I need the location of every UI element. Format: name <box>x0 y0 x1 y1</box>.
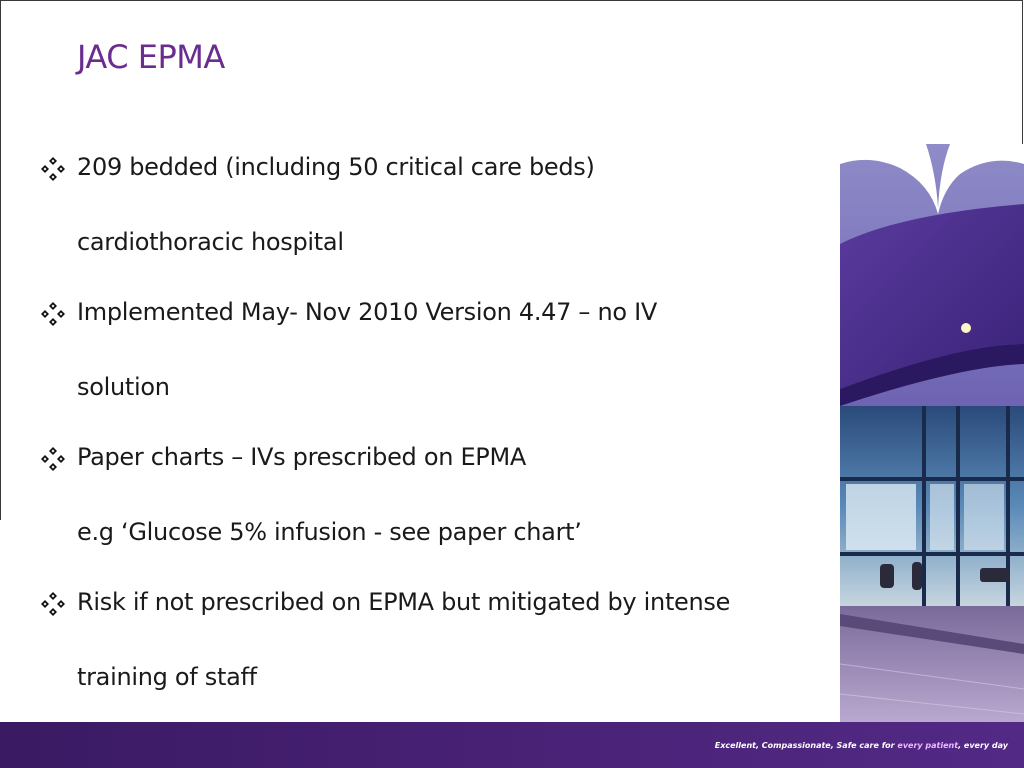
tagline-text: Excellent, Compassionate, Safe care for <box>714 741 898 750</box>
bullet-text: 209 bedded (including 50 critical care beds) <box>77 153 595 181</box>
bullet-item <box>40 585 830 694</box>
bullet-text: Risk if not prescribed on EPMA but mitigated by intense <box>77 588 731 616</box>
footer-tagline <box>715 741 1008 750</box>
footer-bar <box>0 722 1024 768</box>
bullet-text: Paper charts – IVs prescribed on EPMA <box>77 443 527 471</box>
bullet-list <box>40 150 830 730</box>
diamond-quad-bullet-icon <box>40 301 66 327</box>
bullet-text: Implemented May- Nov 2010 Version 4.47 – no IV <box>77 298 657 326</box>
diamond-quad-bullet-icon <box>40 591 66 617</box>
hospital-building-image <box>840 144 1024 722</box>
slide-left-border <box>0 0 1 520</box>
slide-title: JAC EPMA <box>77 38 225 76</box>
diamond-quad-bullet-icon <box>40 446 66 472</box>
bullet-text-continued: e.g ‘Glucose 5% infusion - see paper chart’ <box>77 518 582 546</box>
tagline-text-end: , every day <box>958 741 1008 750</box>
bullet-item <box>40 295 830 404</box>
bullet-item <box>40 150 830 259</box>
bullet-text-continued: training of staff <box>77 663 257 691</box>
hospital-entrance-photo <box>840 144 1024 722</box>
bullet-item <box>40 440 830 549</box>
diamond-quad-bullet-icon <box>40 156 66 182</box>
bullet-text-continued: cardiothoracic hospital <box>77 228 344 256</box>
tagline-highlight: every patient <box>897 741 959 750</box>
bullet-text-continued: solution <box>77 373 170 401</box>
